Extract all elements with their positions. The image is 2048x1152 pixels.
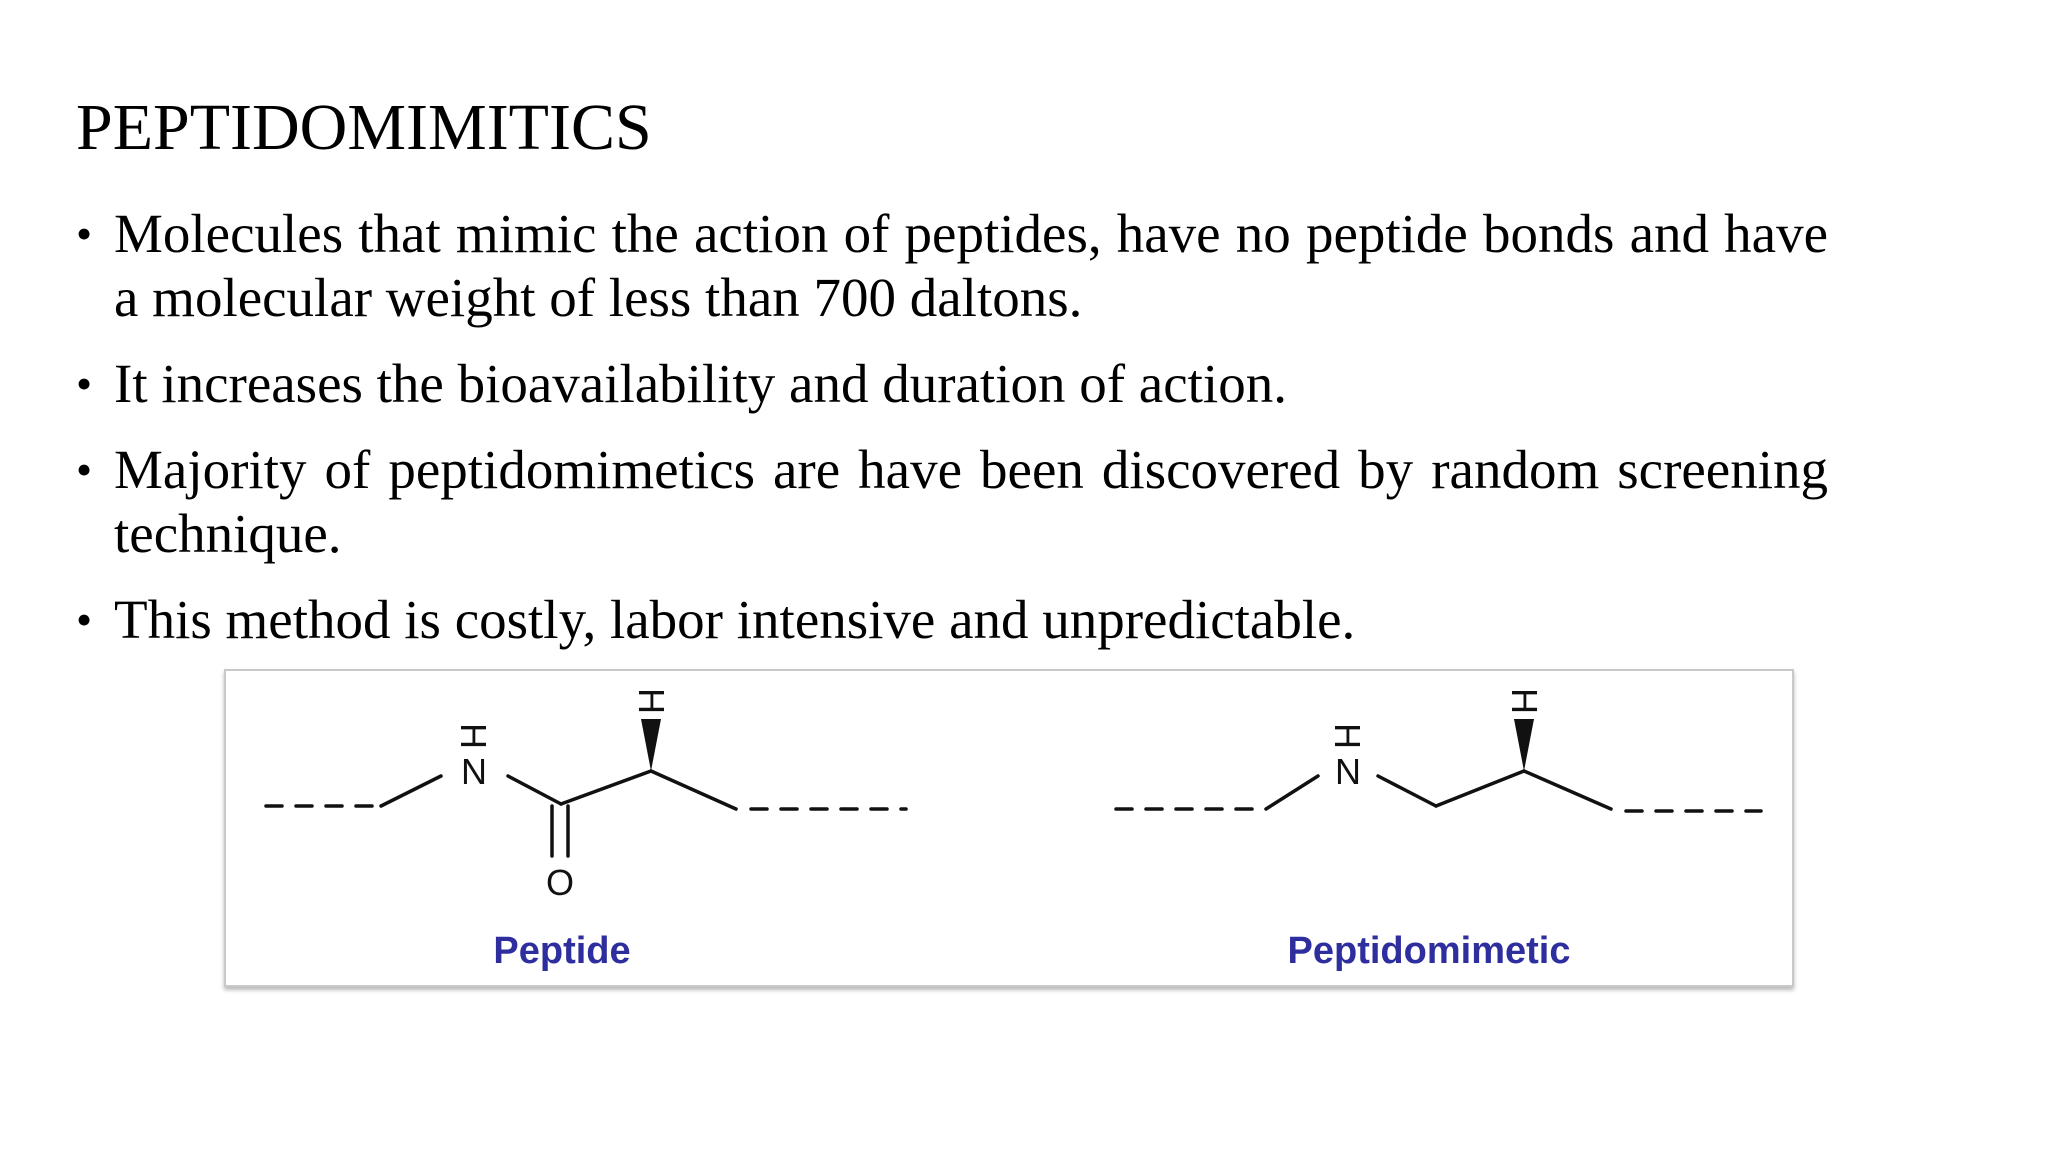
mimetic-atom-n: N <box>1335 751 1361 792</box>
mimetic-atom-h-wedge: H <box>1504 688 1545 714</box>
peptide-atom-h-wedge: H <box>631 688 672 714</box>
bullet-text: It increases the bioavailability and duration of action. <box>114 353 1287 414</box>
bullet-item <box>76 202 1828 330</box>
peptide-bond-n-to-carbonyl <box>508 776 561 804</box>
peptide-atom-n: N <box>461 751 487 792</box>
bullet-list <box>76 202 1828 674</box>
bullet-item <box>76 438 1828 566</box>
bullet-text: This method is costly, labor intensive and unpredictable. <box>114 589 1356 650</box>
peptide-caption: Peptide <box>493 930 631 972</box>
bullet-text: Majority of peptidomimetics are have been discovered by random screening technique. <box>114 439 1828 564</box>
structure-figure <box>224 669 1794 987</box>
peptide-structure <box>266 771 906 856</box>
mimetic-bond-n-to-ch2 <box>1378 776 1436 806</box>
bullet-text: Molecules that mimic the action of peptides, have no peptide bonds and have a molecular weight of less than 700 daltons. <box>114 203 1828 328</box>
bullet-item <box>76 588 1828 652</box>
structure-diagram <box>226 671 1792 985</box>
peptidomimetic-structure <box>1116 771 1761 811</box>
bullet-marker: • <box>76 594 93 645</box>
peptide-bond-to-n <box>381 776 441 806</box>
mimetic-bond-ch2-to-alpha <box>1436 771 1524 806</box>
peptide-atom-h-top: H <box>453 723 494 749</box>
bullet-marker: • <box>76 208 93 259</box>
slide-title: PEPTIDOMIMITICS <box>76 91 652 164</box>
bullet-item <box>76 352 1828 416</box>
mimetic-wedge-bond <box>1514 719 1534 771</box>
bullet-marker: • <box>76 444 93 495</box>
mimetic-atom-h-top: H <box>1327 723 1368 749</box>
bullet-marker: • <box>76 358 93 409</box>
mimetic-bond-alpha-to-right <box>1524 771 1611 809</box>
peptide-atom-o: O <box>545 862 575 903</box>
mimetic-bond-to-n <box>1266 776 1318 809</box>
peptide-bond-carbonyl-to-alpha <box>561 771 651 804</box>
peptidomimetic-caption: Peptidomimetic <box>1287 930 1571 972</box>
peptide-bond-alpha-to-right <box>651 771 736 809</box>
peptide-wedge-bond <box>641 719 661 771</box>
